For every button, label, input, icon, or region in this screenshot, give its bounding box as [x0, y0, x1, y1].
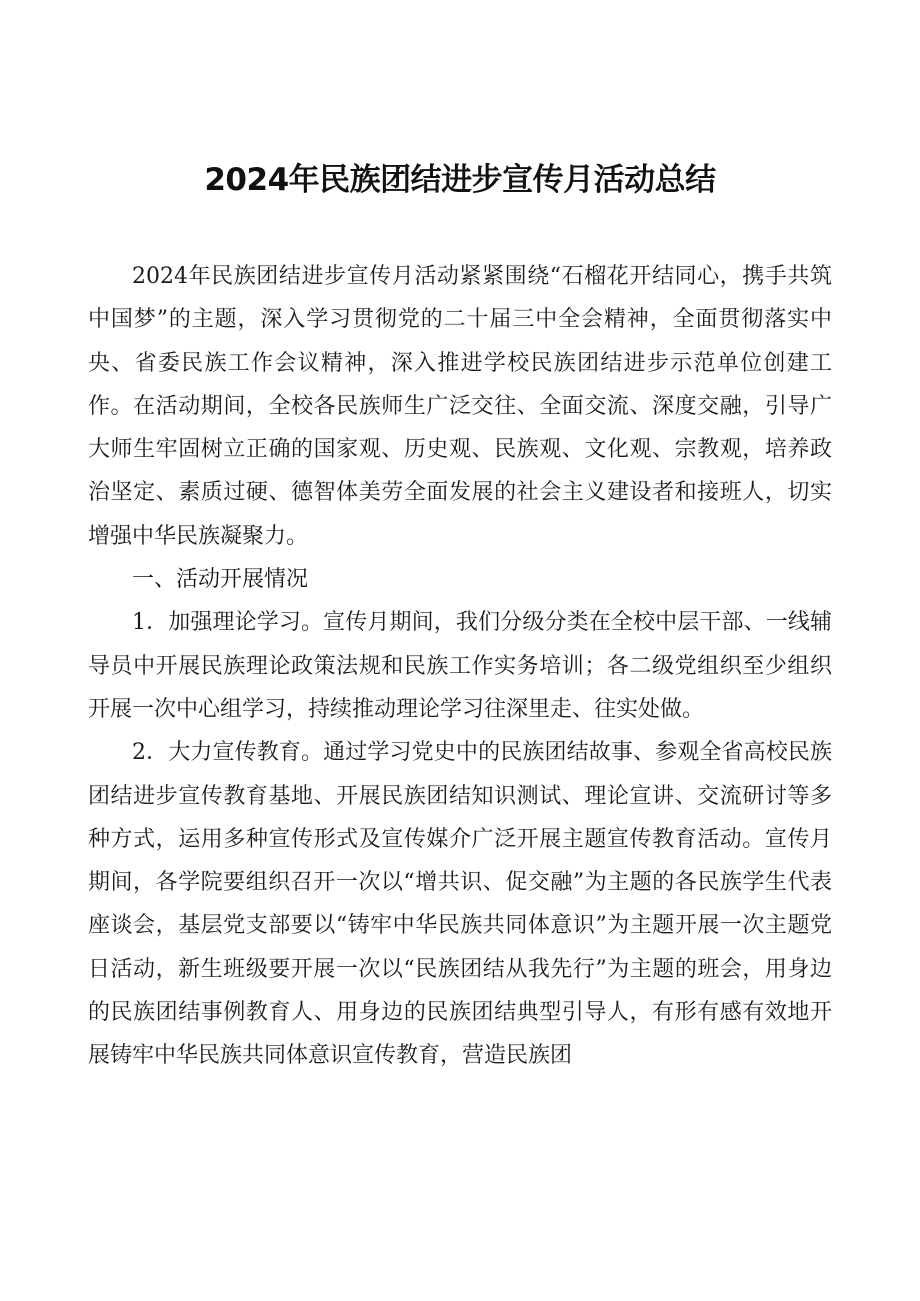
item-publicity-education: 2．大力宣传教育。通过学习党史中的民族团结故事、参观全省高校民族团结进步宣传教育基地、开展民族团结知识测试、理论宣讲、交流研讨等多种方式，运用多种宣传形式及宣传媒介广泛开展主题宣传教育活动。宣传月期间，各学院要组织召开一次以“增共识、促交融”为主题的各民族学生代表座谈会，基层党支部要以“铸牢中华民族共同体意识”为主题开展一次主题党日活动，新生班级要开展一次以“民族团结从我先行”为主题的班会，用身边的民族团结事例教育人、用身边的民族团结典型引导人，有形有感有效地开展铸牢中华民族共同体意识宣传教育，营造民族团	[88, 740, 832, 1069]
item-theory-study: 1．加强理论学习。宣传月期间，我们分级分类在全校中层干部、一线辅导员中开展民族理论政策法规和民族工作实务培训；各二级党组织至少组织开展一次中心组学习，持续推动理论学习往深里走、往实处做。	[88, 610, 832, 722]
intro-paragraph: 2024年民族团结进步宣传月活动紧紧围绕“石榴花开结同心，携手共筑中国梦”的主题，深入学习贯彻党的二十届三中全会精神，全面贯彻落实中央、省委民族工作会议精神，深入推进学校民族团结进步示范单位创建工作。在活动期间，全校各民族师生广泛交往、全面交流、深度交融，引导广大师生牢固树立正确的国家观、历史观、民族观、文化观、宗教观，培养政治坚定、素质过硬、德智体美劳全面发展的社会主义建设者和接班人，切实增强中华民族凝聚力。	[88, 264, 832, 549]
section-heading-activities: 一、活动开展情况	[132, 567, 309, 593]
document-body	[88, 255, 832, 1078]
document-title: 2024年民族团结进步宣传月活动总结	[204, 162, 716, 198]
